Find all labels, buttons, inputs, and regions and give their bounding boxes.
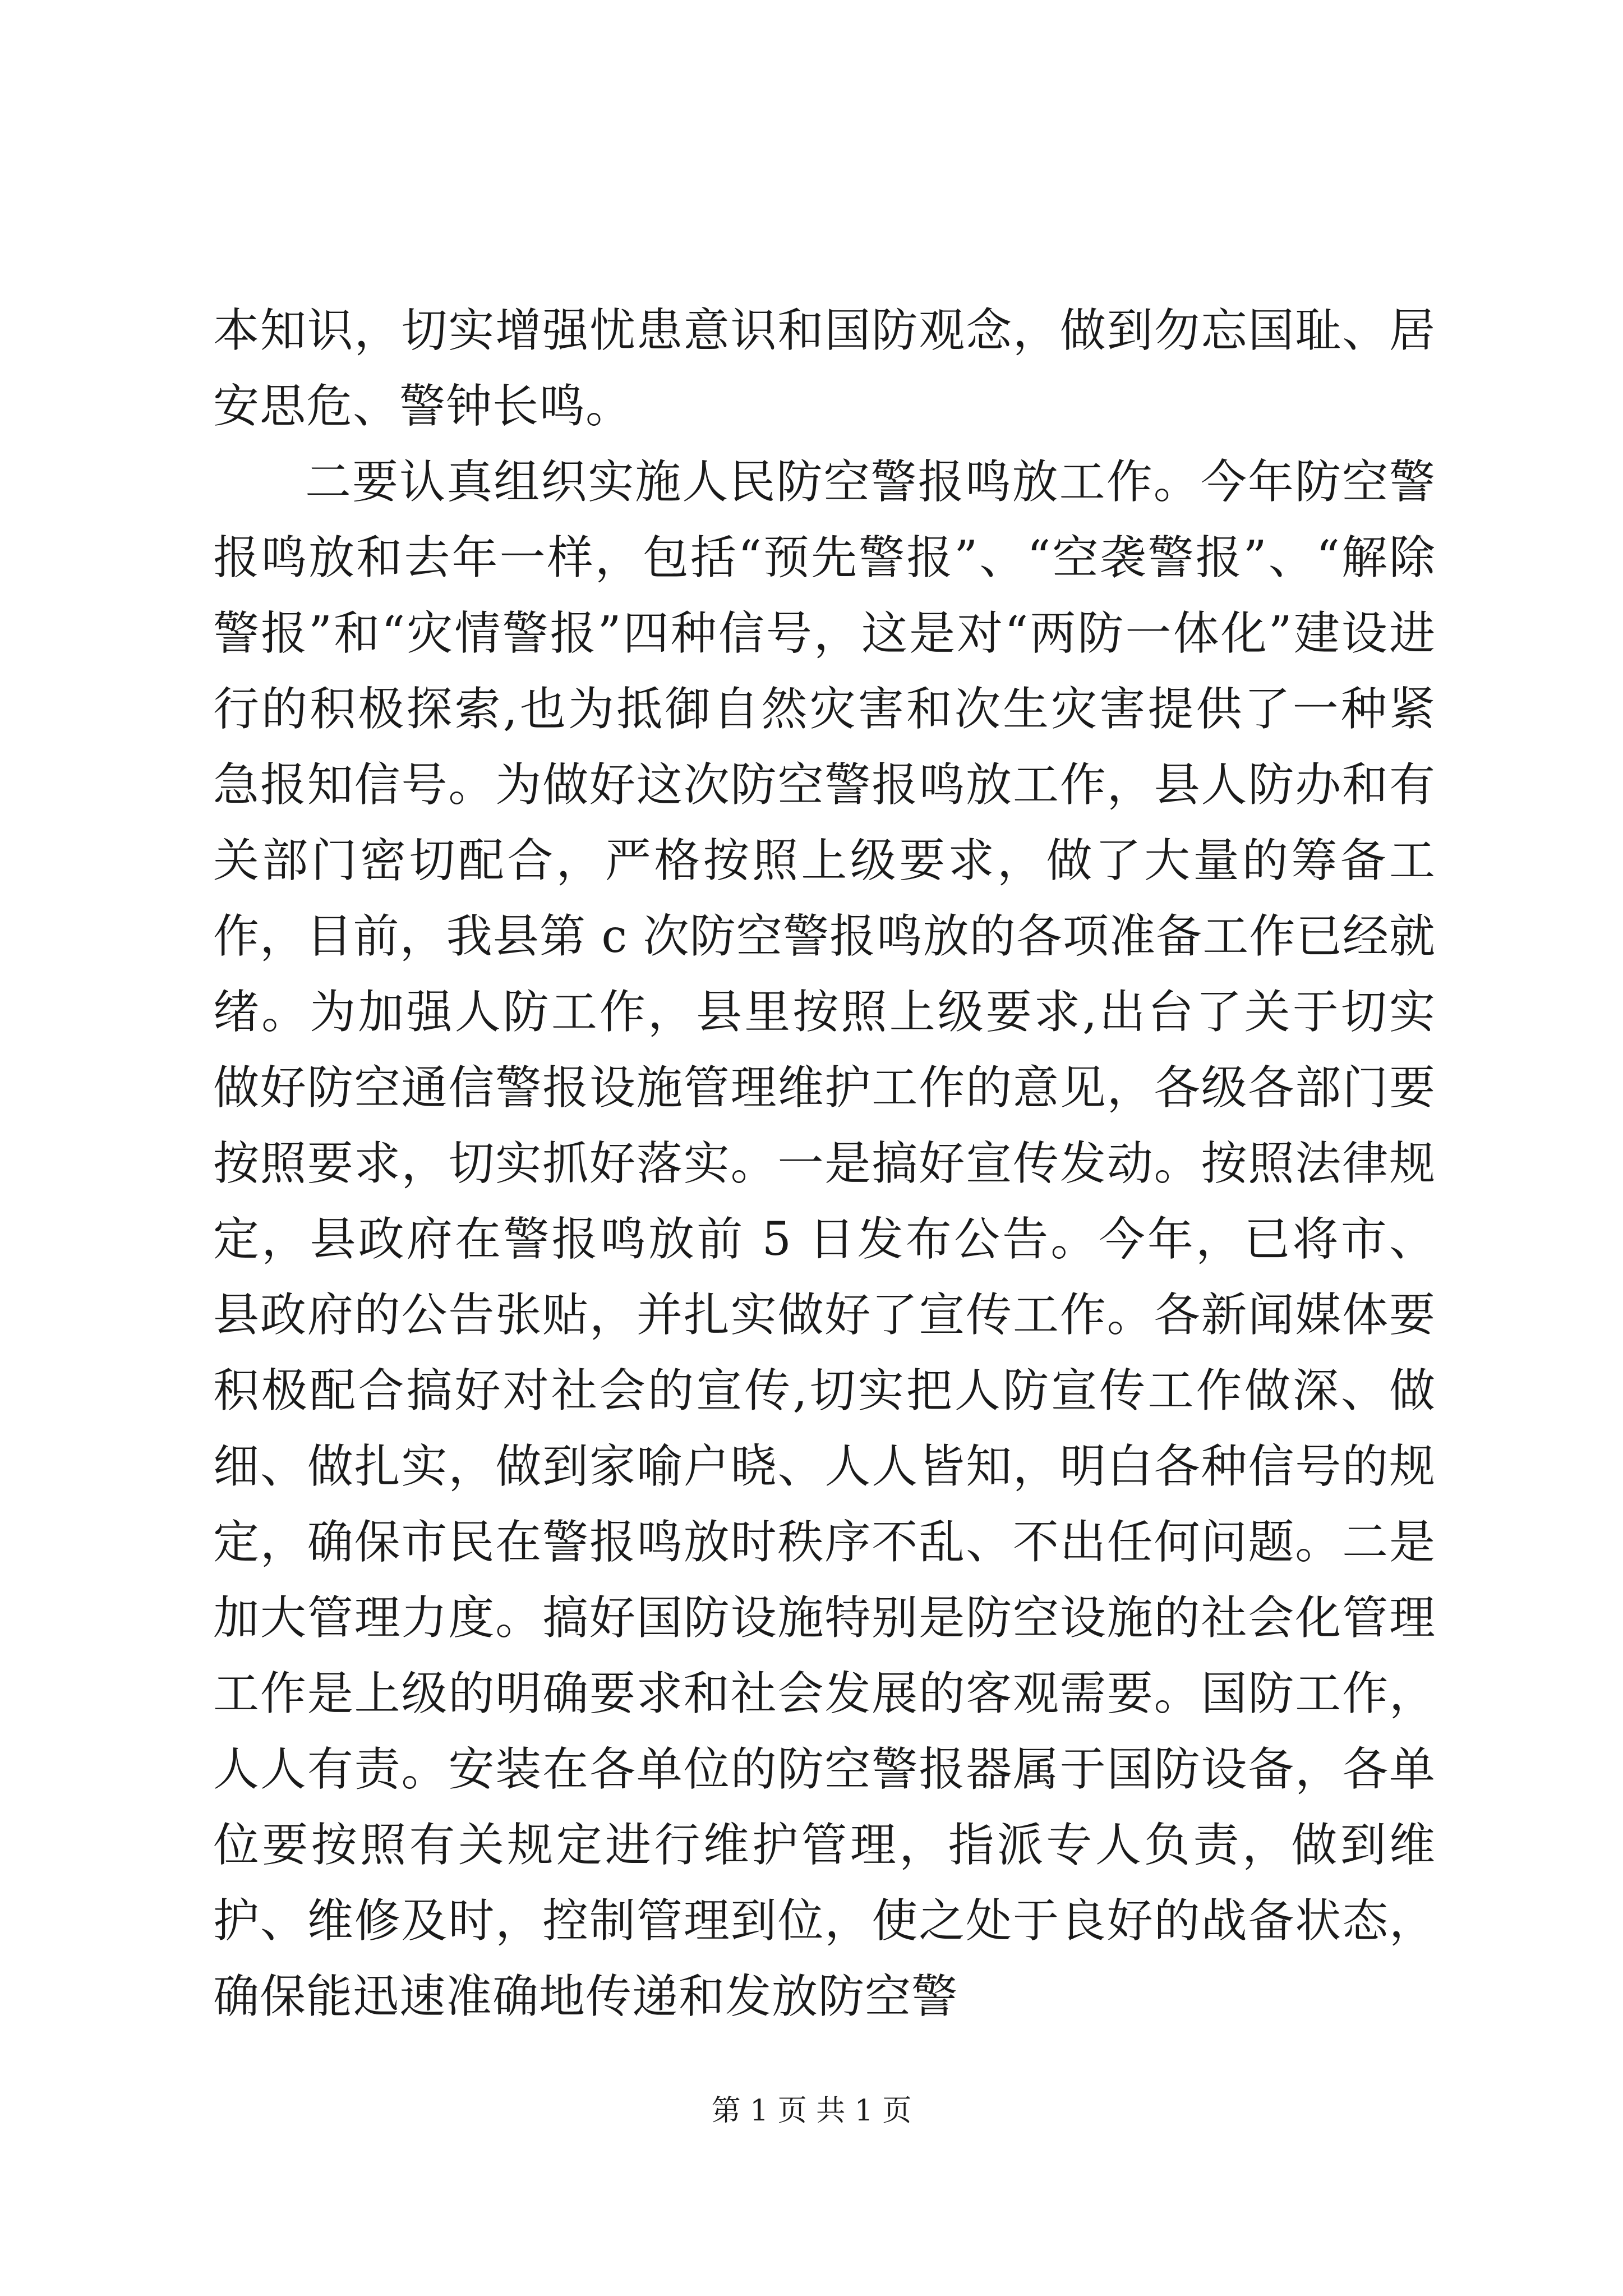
document-body [213, 293, 1436, 2035]
page-footer: 第 1 页 共 1 页 [711, 2094, 912, 2128]
paragraph-continuation: 本知识，切实增强忧患意识和国防观念，做到勿忘国耻、居安思危、警钟长鸣。 [213, 304, 1436, 433]
paragraph-air-raid-alarm: 二要认真组织实施人民防空警报鸣放工作。今年防空警报鸣放和去年一样，包括“预先警报”、“空袭警报”、“解除警报”和“灾情警报”四种信号，这是对“两防一体化”建设进行的积极探索,也为抵御自然灾害和次生灾害提供了一种紧急报知信号。为做好这次防空警报鸣放工作，县人防办和有关部门密切配合，严格按照上级要求，做了大量的筹备工作，目前，我县第 c 次防空警报鸣放的各项准备工作已经就绪。为加强人防工作，县里按照上级要求,出台了关于切实做好防空通信警报设施管理维护工作的意见，各级各部门要按照要求，切实抓好落实。一是搞好宣传发动。按照法律规定，县政府在警报鸣放前 5 日发布公告。今年，已将市、县政府的公告张贴，并扎实做好了宣传工作。各新闻媒体要积极配合搞好对社会的宣传,切实把人防宣传工作做深、做细、做扎实，做到家喻户晓、人人皆知，明白各种信号的规定，确保市民在警报鸣放时秩序不乱、不出任何问题。二是加大管理力度。搞好国防设施特别是防空设施的社会化管理工作是上级的明确要求和社会发展的客观需要。国防工作，人人有责。安装在各单位的防空警报器属于国防设备，各单位要按照有关规定进行维护管理，指派专人负责，做到维护、维修及时，控制管理到位，使之处于良好的战备状态，确保能迅速准确地传递和发放防空警 [213, 455, 1436, 2023]
